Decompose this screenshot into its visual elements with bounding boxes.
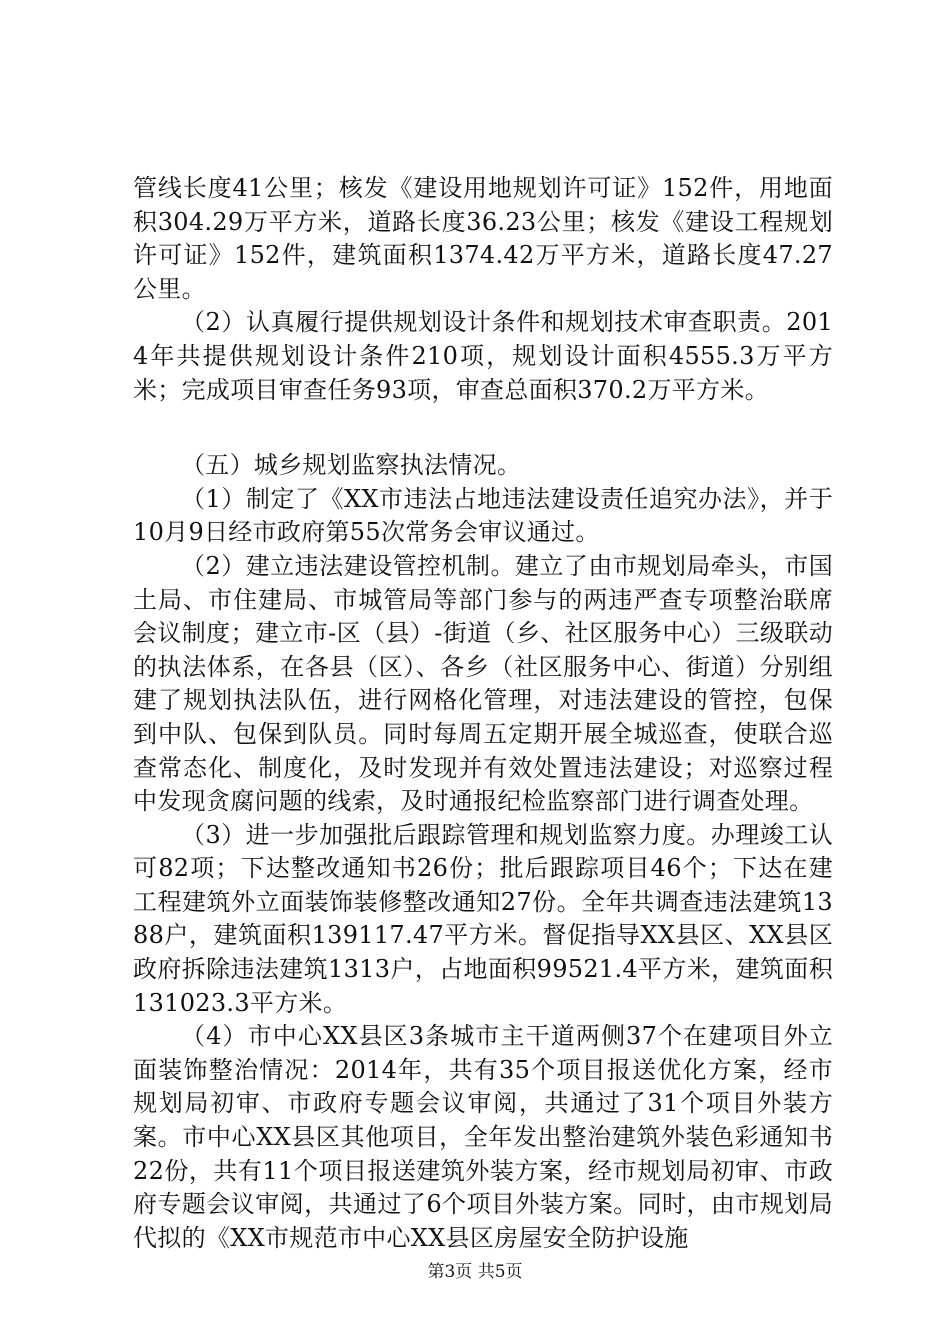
section-heading-enforcement: （五）城乡规划监察执法情况。	[181, 451, 522, 480]
paragraph-control-mechanism: （2）建立违法建设管控机制。建立了由市规划局牵头，市国土局、市住建局、市城管局等部门参与的两违严查专项整治联席会议制度；建立市-区（县）-街道（乡、社区服务中心）三级联动的执法体系，在各县（区）、各乡（社区服务中心、街道）分别组建了规划执法队伍，进行网格化管理，对违法建设的管控，包保到中队、包保到队员。同时每周五定期开展全城巡查，使联合巡查常态化、制度化，及时发现并有效处置违法建设；对巡察过程中发现贪腐问题的线索，及时通报纪检监察部门进行调查处理。	[133, 551, 833, 816]
paragraph-gap	[133, 407, 833, 449]
document-body	[133, 172, 833, 1255]
paragraph-post-approval-tracking: （3）进一步加强批后跟踪管理和规划监察力度。办理竣工认可82项；下达整改通知书26份；批后跟踪项目46个；下达在建工程建筑外立面装饰装修整改通知27份。全年共调查违法建筑1388户，建筑面积139117.47平方米。督促指导XX县区、XX县区政府拆除违法建筑1313户，占地面积99521.4平方米，建筑面积131023.3平方米。	[133, 820, 833, 1017]
paragraph-planning-conditions: （2）认真履行提供规划设计条件和规划技术审查职责。2014年共提供规划设计条件210项，规划设计面积4555.3万平方米；完成项目审查任务93项，审查总面积370.2万平方米。	[133, 308, 833, 404]
paragraph-continuation: 管线长度41公里；核发《建设用地规划许可证》152件，用地面积304.29万平方米，道路长度36.23公里；核发《建设工程规划许可证》152件，建筑面积1374.42万平方米，道路长度47.27公里。	[133, 174, 833, 303]
paragraph-accountability-measures: （1）制定了《XX市违法占地违法建设责任追究办法》，并于10月9日经市政府第55次常务会审议通过。	[133, 484, 833, 547]
page-number-footer: 第3页 共5页	[427, 1262, 523, 1282]
paragraph-facade-renovation: （4）市中心XX县区3条城市主干道两侧37个在建项目外立面装饰整治情况：2014年，共有35个项目报送优化方案，经市规划局初审、市政府专题会议审阅，共通过了31个项目外装方案。市中心XX县区其他项目，全年发出整治建筑外装色彩通知书22份，共有11个项目报送建筑外装方案，经市规划局初审、市政府专题会议审阅，共通过了6个项目外装方案。同时，由市规划局代拟的《XX市规范市中心XX县区房屋安全防护设施	[133, 1022, 833, 1252]
